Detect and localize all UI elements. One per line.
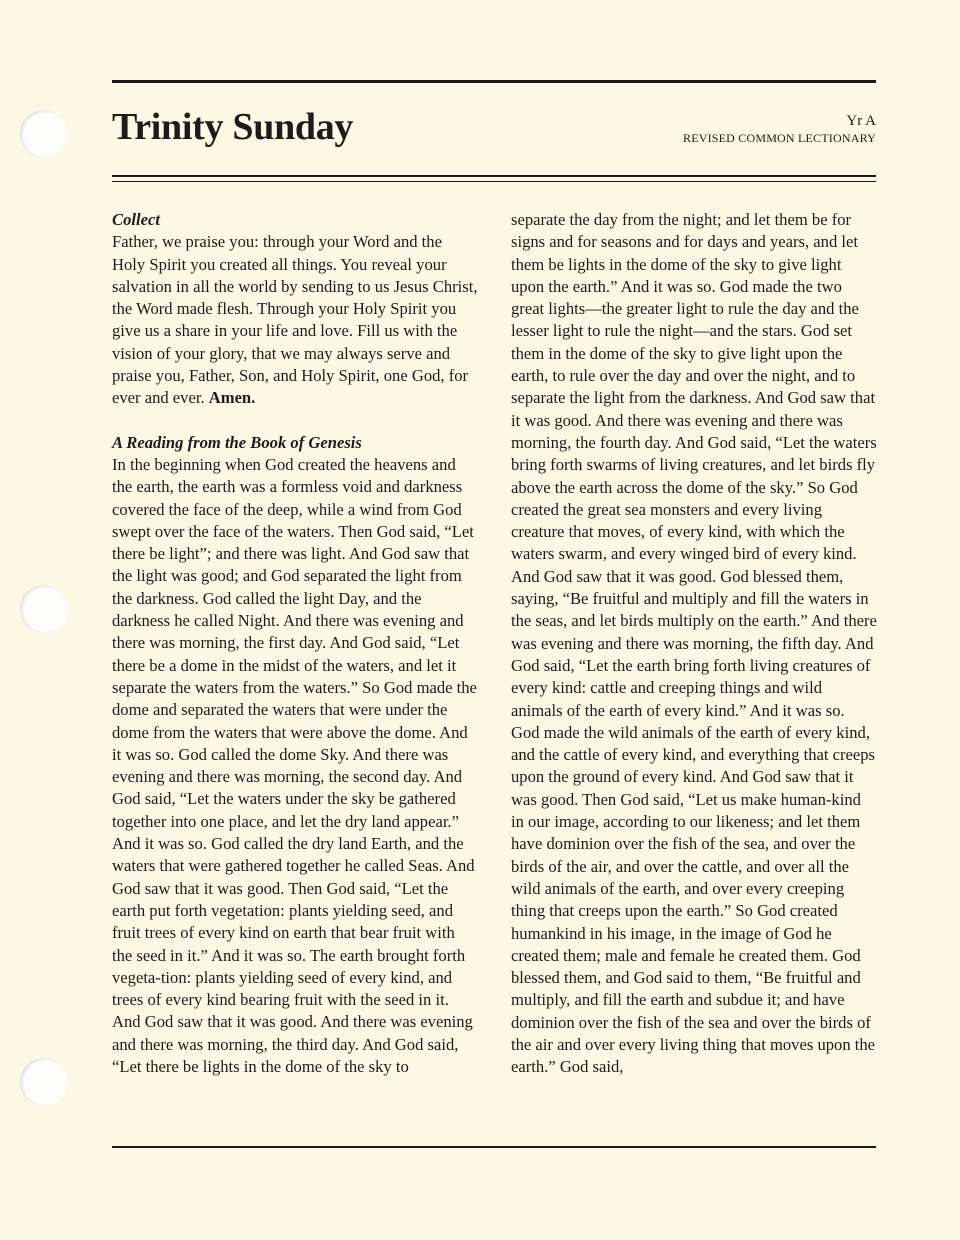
page-title: Trinity Sunday	[112, 106, 354, 148]
top-rule	[112, 80, 876, 83]
reading-text-right: separate the day from the night; and let them be for signs and for seasons and for days and years, and let them be lights in the dome of the sky to give light upon the earth.” And it was so. God made the two great lights—the greater light to rule the day and the lesser light to rule the night—and the stars. God set them in the dome of the sky to give light upon the earth, to rule over the day and over the night, and to separate the light from the darkness. And God saw that it was good. And there was evening and there was morning, the fourth day. And God said, “Let the waters bring forth swarms of living creatures, and let birds fly above the earth across the dome of the sky.” So God created the great sea monsters and every living creature that moves, of every kind, with which the waters swarm, and every winged bird of every kind. And God saw that it was good. God blessed them, saying, “Be fruitful and multiply and fill the waters in the seas, and let birds multiply on the earth.” And there was evening and there was morning, the fifth day. And God said, “Let the earth bring forth living creatures of every kind: cattle and creeping things and wild animals of the earth of every kind.” And it was so. God made the wild animals of the earth of every kind, and the cattle of every kind, and everything that creeps upon the ground of every kind. And God saw that it was good. Then God said, “Let us make human-kind in our image, according to our likeness; and let them have dominion over the fish of the sea, and over the birds of the air, and over the cattle, and over all the wild animals of the earth, and over every creeping thing that creeps upon the earth.” So God created humankind in his image, in the image of God he created them; male and female he created them. God blessed them, and God said to them, “Be fruitful and multiply, and fill the earth and subdue it; and have dominion over the fish of the sea and over the birds of the air and over every living thing that moves upon the earth.” God said,	[511, 210, 877, 1077]
bottom-rule	[112, 1146, 876, 1148]
liturgical-year: Yr A	[846, 113, 876, 129]
right-column	[511, 209, 877, 1079]
header-rule-thin	[112, 181, 876, 182]
collect-amen: Amen.	[208, 388, 256, 408]
header-rule-thick	[112, 175, 876, 177]
lectionary-label: REVISED COMMON LECTIONARY	[682, 131, 876, 145]
collect-text: Father, we praise you: through your Word and the Holy Spirit you created all things. You reveal your salvation in all the world by sending to us Jesus Christ, the Word made flesh. Through your Holy Spirit you give us a share in your life and love. Fill us with the vision of your glory, that we may always serve and praise you, Father, Son, and Holy Spirit, one God, for ever and ever.	[112, 232, 478, 408]
collect-body	[112, 231, 478, 409]
reading-text-left: In the beginning when God created the heavens and the earth, the earth was a formless void and darkness covered the face of the deep, while a wind from God swept over the face of the waters. Then God said, “Let there be light”; and there was light. And God saw that the light was good; and God separated the light from the darkness. God called the light Day, and the darkness he called Night. And there was evening and there was morning, the first day. And God said, “Let there be a dome in the midst of the waters, and let it separate the waters from the waters.” So God made the dome and separated the waters that were under the dome from the waters that were above the dome. And it was so. God called the dome Sky. And there was evening and there was morning, the second day. And God said, “Let the waters under the sky be gathered together into one place, and let the dry land appear.” And it was so. God called the dry land Earth, and the waters that were gathered together he called Seas. And God saw that it was good. Then God said, “Let the earth put forth vegetation: plants yielding seed, and fruit trees of every kind on earth that bear fruit with the seed in it.” And it was so. The earth brought forth vegeta-tion: plants yielding seed of every kind, and trees of every kind bearing fruit with the seed in it. And God saw that it was good. And there was evening and there was morning, the third day. And God said, “Let there be lights in the dome of the sky to	[112, 454, 477, 1076]
binder-hole-bottom	[20, 1058, 68, 1106]
reading-heading: A Reading from the Book of Genesis	[112, 432, 362, 452]
collect-heading: Collect	[112, 210, 160, 229]
binder-hole-top	[20, 110, 68, 158]
binder-hole-middle	[20, 585, 68, 633]
left-column	[112, 209, 478, 1078]
header-meta	[683, 112, 876, 146]
section-gap	[112, 410, 478, 432]
